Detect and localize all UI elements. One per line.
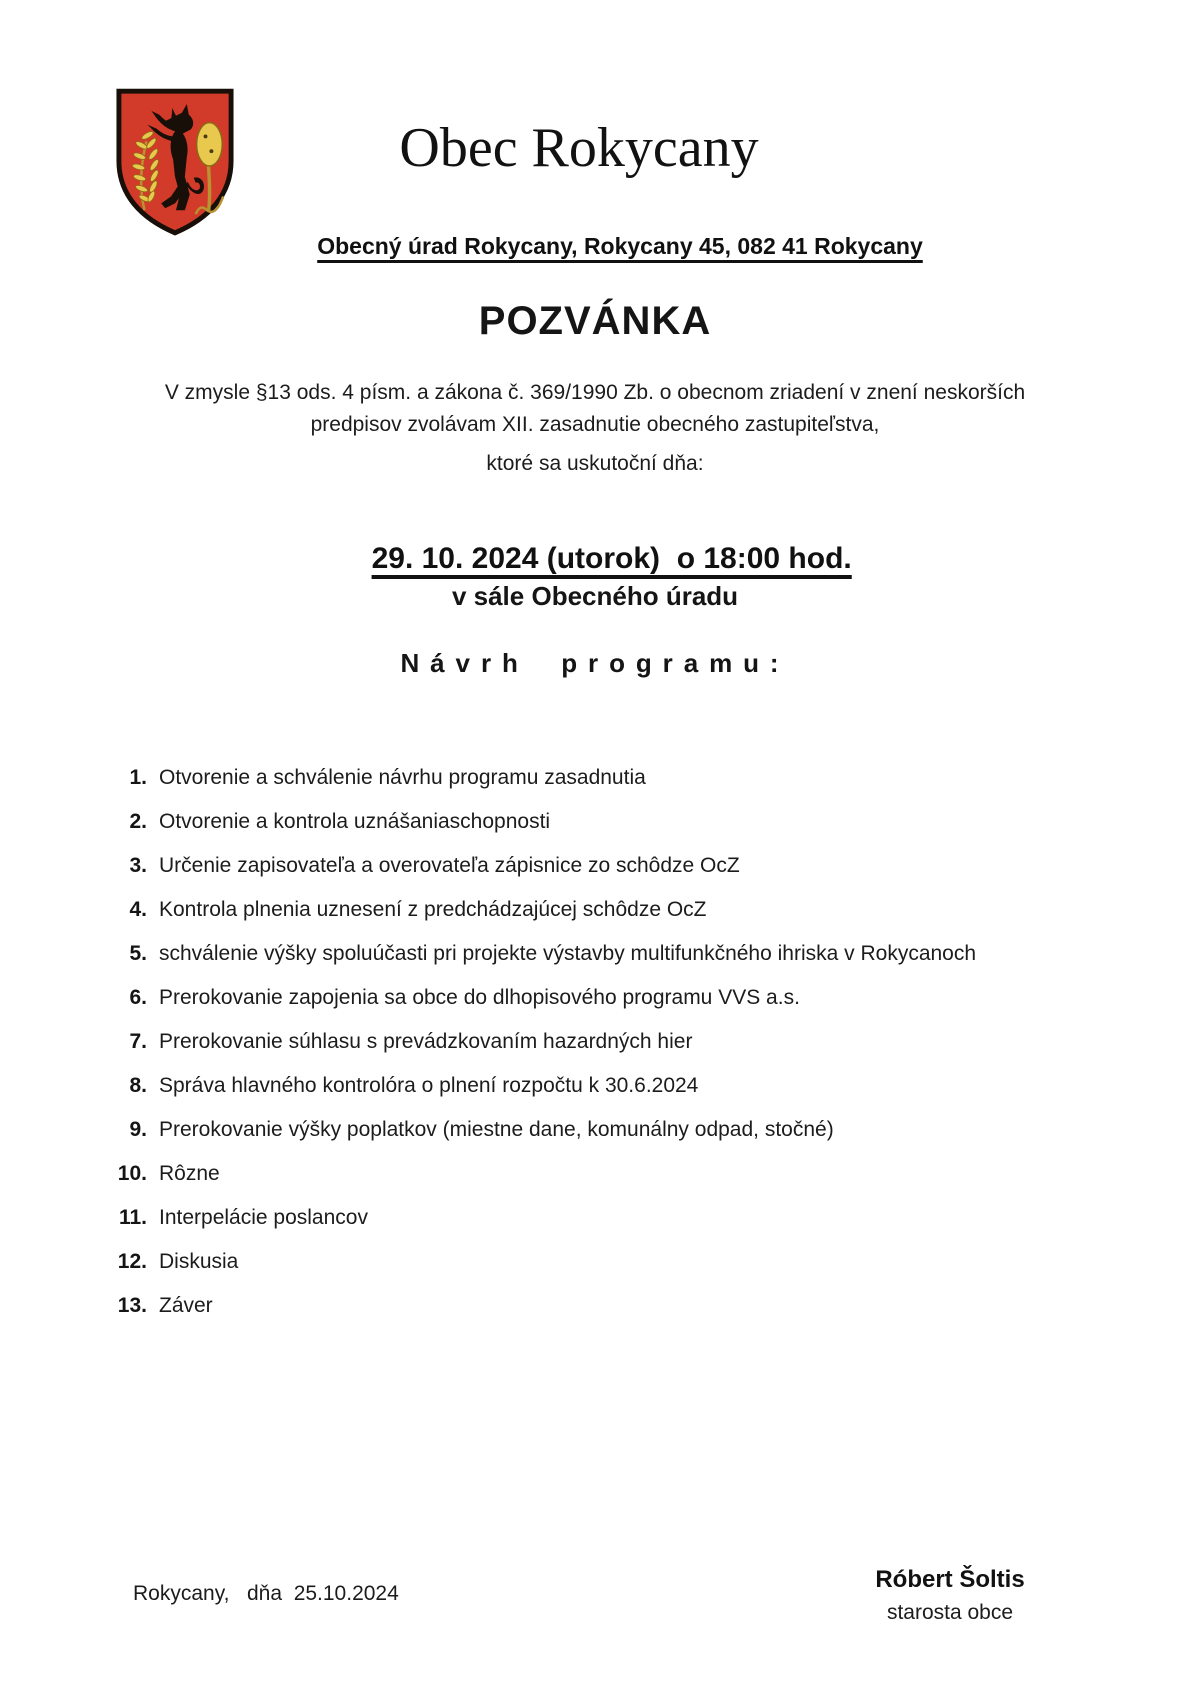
agenda-list (117, 765, 1117, 1337)
agenda-item-number: 9. (129, 1118, 147, 1141)
agenda-item-text: Otvorenie a kontrola uznášaniaschopnosti (159, 810, 551, 833)
agenda-item-number: 5. (129, 942, 147, 965)
agenda-item-text: Interpelácie poslancov (159, 1206, 368, 1229)
agenda-item-text: Záver (159, 1294, 213, 1317)
agenda-heading: Návrh programu: (400, 648, 790, 678)
meeting-venue: v sále Obecného úradu (451, 581, 739, 611)
agenda-item-text: Prerokovanie zapojenia sa obce do dlhopisového programu VVS a.s. (159, 986, 800, 1009)
office-address-text: Obecný úrad Rokycany, Rokycany 45, 082 41 Rokycany (317, 233, 923, 259)
agenda-item-number: 7. (129, 1030, 147, 1053)
agenda-item (117, 1029, 1117, 1055)
agenda-item (117, 985, 1117, 1011)
agenda-item (117, 809, 1117, 835)
agenda-item (117, 853, 1117, 879)
agenda-item-number: 8. (129, 1074, 147, 1097)
meeting-datetime-text: 29. 10. 2024 (utorok) o 18:00 hod. (371, 542, 852, 575)
agenda-item (117, 1205, 1117, 1231)
agenda-item (117, 1249, 1117, 1275)
agenda-item (117, 941, 1117, 967)
agenda-item (117, 897, 1117, 923)
agenda-item (117, 1293, 1117, 1319)
signer-name: Róbert Šoltis (875, 1566, 1025, 1593)
agenda-item (117, 765, 1117, 791)
agenda-item-text: Kontrola plnenia uznesení z predchádzajúcej schôdze OcZ (159, 898, 707, 921)
intro-line-2: predpisov zvolávam XII. zasadnutie obecného zastupiteľstva, (310, 413, 880, 436)
signature-block (810, 1566, 1090, 1625)
agenda-item-text: Rôzne (159, 1162, 220, 1185)
agenda-item (117, 1073, 1117, 1099)
agenda-item-text: Určenie zapisovateľa a overovateľa zápisnice zo schôdze OcZ (159, 854, 740, 877)
agenda-item-number: 6. (129, 986, 147, 1009)
signer-title: starosta obce (886, 1601, 1014, 1624)
intro-line-1: V zmysle §13 ods. 4 písm. a zákona č. 369/1990 Zb. o obecnom zriadení v znení neskorších (164, 381, 1026, 404)
agenda-item-text: Prerokovanie výšky poplatkov (miestne dane, komunálny odpad, stočné) (159, 1118, 834, 1141)
agenda-item-number: 12. (117, 1250, 147, 1273)
agenda-item-number: 3. (129, 854, 147, 877)
agenda-item-text: Otvorenie a schválenie návrhu programu zasadnutia (159, 766, 646, 789)
agenda-item-number: 2. (129, 810, 147, 833)
place-and-date: Rokycany, dňa 25.10.2024 (133, 1582, 399, 1605)
agenda-item (117, 1117, 1117, 1143)
agenda-item (117, 1161, 1117, 1187)
agenda-item-number: 11. (118, 1206, 147, 1229)
agenda-item-text: Prerokovanie súhlasu s prevádzkovaním hazardných hier (159, 1030, 693, 1053)
agenda-item-text: Diskusia (159, 1250, 239, 1273)
intro-paragraph (105, 377, 1085, 441)
agenda-item-number: 1. (129, 766, 147, 789)
agenda-item-text: Správa hlavného kontrolóra o plnení rozpočtu k 30.6.2024 (159, 1074, 699, 1097)
office-address-line (140, 233, 1100, 260)
agenda-item-number: 10. (117, 1162, 147, 1185)
agenda-item-number: 13. (117, 1294, 147, 1317)
when-label: ktoré sa uskutoční dňa: (486, 452, 704, 475)
agenda-item-number: 4. (129, 898, 147, 921)
page-title: Obec Rokycany (399, 117, 759, 179)
agenda-item-text: schválenie výšky spoluúčasti pri projekte výstavby multifunkčného ihriska v Rokycanoch (159, 942, 977, 965)
invitation-heading: POZVÁNKA (478, 299, 712, 343)
